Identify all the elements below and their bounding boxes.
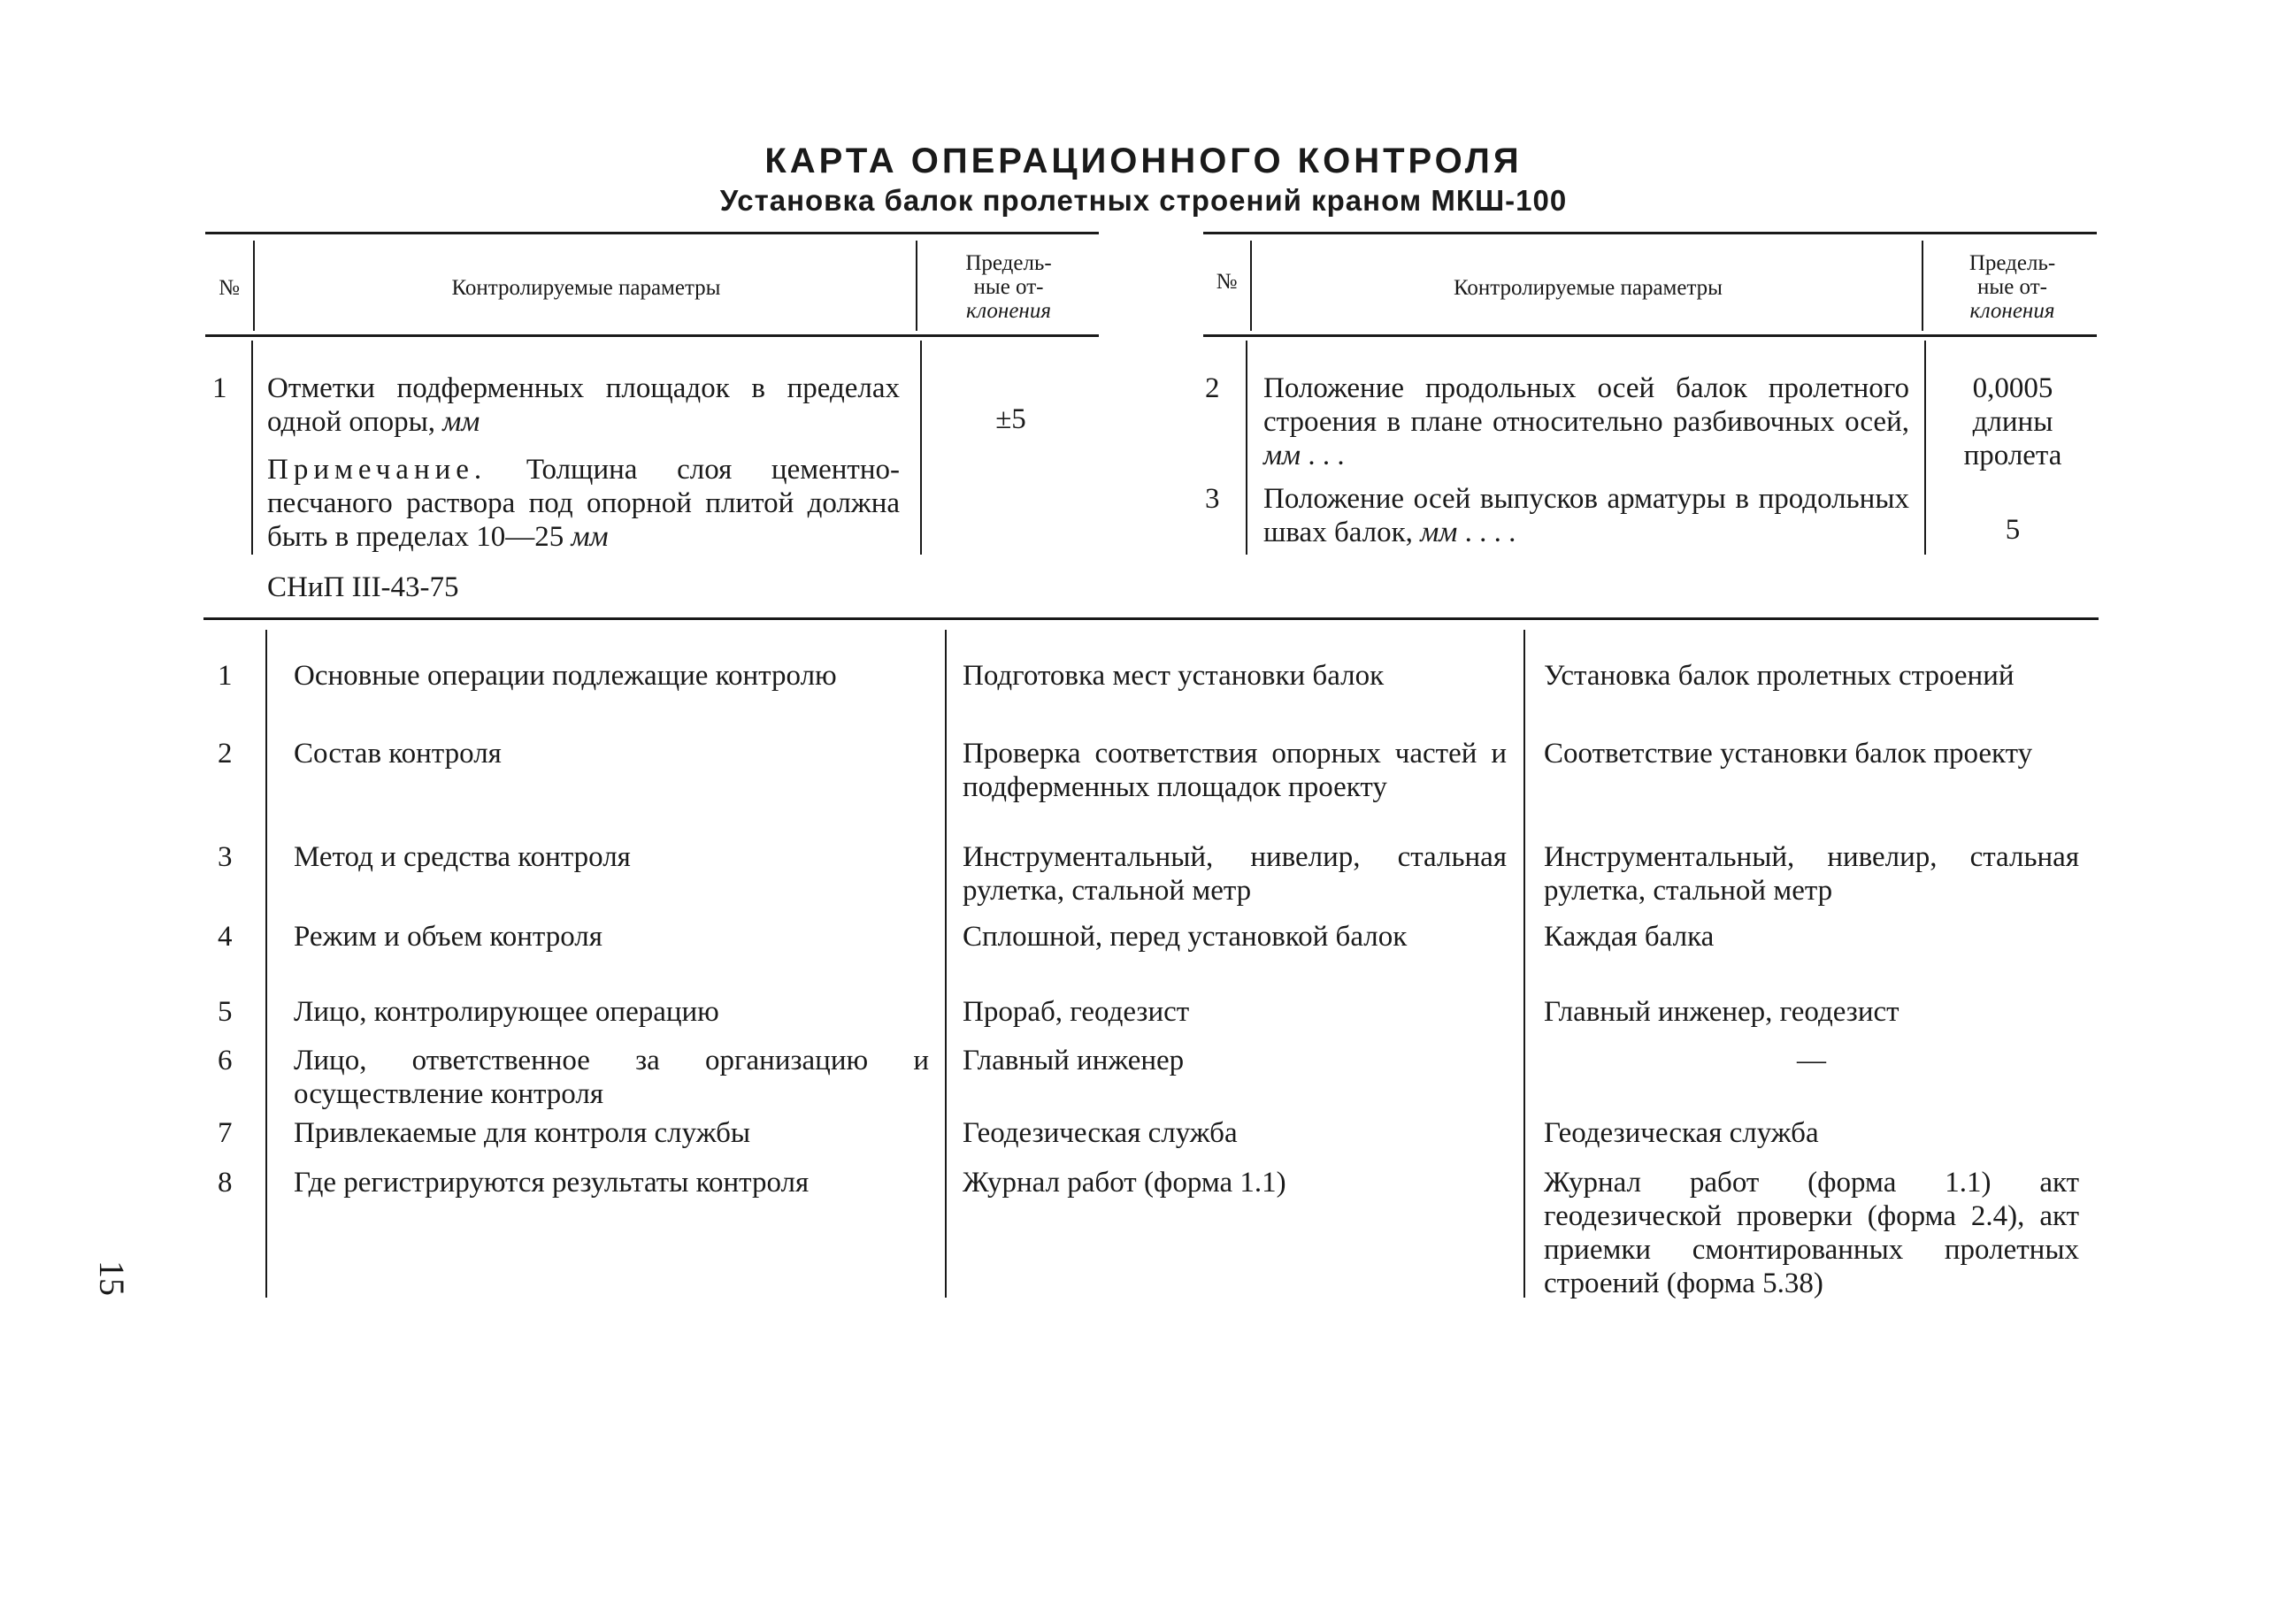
bottom-row7-num: 7	[218, 1117, 233, 1149]
bottom-divider-1	[265, 630, 267, 1298]
top-right-row3-unit: мм	[1420, 517, 1458, 548]
bottom-row4-col2: Сплошной, перед установкой балок	[963, 921, 1408, 953]
top-right-row2-param	[1263, 372, 1909, 472]
document-title: КАРТА ОПЕРАЦИОННОГО КОНТРОЛЯ	[764, 142, 1523, 180]
bottom-row7-label: Привлекаемые для контроля службы	[294, 1117, 751, 1149]
top-right-row3-num: 3	[1205, 483, 1220, 515]
bottom-row4-label: Режим и объем контроля	[294, 921, 602, 953]
top-left-body-divider-1	[251, 341, 253, 555]
bottom-row6-col2: Главный инженер	[963, 1045, 1185, 1076]
note-label: Примечание.	[267, 454, 487, 486]
top-left-row1-text: Отметки подферменных площадок в пределах одной опоры,	[267, 372, 900, 438]
bottom-row2-num: 2	[218, 738, 233, 770]
bottom-row8-col3: Журнал работ (форма 1.1) акт геодезической проверки (форма 2.4), акт приемки смонтированных пролетных строений (форма 5.38)	[1544, 1167, 2079, 1299]
top-right-row2-dots: . . .	[1308, 440, 1345, 471]
top-left-row1-param	[267, 372, 900, 439]
top-right-row3-text: Положение осей выпусков арматуры в продольных швах балок,	[1263, 483, 1909, 548]
top-right-row3-deviation: 5	[2005, 514, 2021, 546]
bottom-row5-col3: Главный инженер, геодезист	[1544, 996, 1899, 1028]
bottom-row3-label: Метод и средства контроля	[294, 841, 631, 873]
header-deviation-line2: ные от-	[1977, 275, 2047, 299]
header-deviation-line3: клонения	[966, 299, 1051, 323]
top-right-header-params: Контролируемые параметры	[1454, 276, 1723, 300]
bottom-row2-label: Состав контроля	[294, 738, 502, 770]
top-right-header-deviation	[1926, 251, 2099, 323]
top-right-row2-num: 2	[1205, 372, 1220, 404]
top-left-header-num: №	[219, 276, 240, 300]
note-unit: мм	[571, 521, 609, 553]
bottom-row1-label: Основные операции подлежащие контролю	[294, 660, 837, 692]
top-right-header-divider-2	[1922, 241, 1923, 331]
top-left-header-top-rule	[205, 232, 1099, 234]
bottom-row5-label: Лицо, контролирующее операцию	[294, 996, 719, 1028]
top-right-header-num: №	[1216, 270, 1238, 294]
bottom-row4-num: 4	[218, 921, 233, 953]
bottom-row8-col2: Журнал работ (форма 1.1)	[963, 1167, 1286, 1199]
bottom-row3-num: 3	[218, 841, 233, 873]
bottom-row3-col2: Инструментальный, нивелир, стальная рулетка, стальной метр	[963, 841, 1507, 907]
bottom-row5-num: 5	[218, 996, 233, 1028]
bottom-row1-col3: Установка балок пролетных строений	[1544, 660, 2015, 692]
top-right-body-divider-2	[1924, 341, 1926, 555]
norm-reference: СНиП III-43-75	[267, 571, 459, 603]
top-left-row1-unit: мм	[442, 406, 480, 438]
top-left-row1-note	[267, 453, 900, 554]
header-deviation-line1: Предель-	[965, 251, 1052, 275]
page-number: 15	[92, 1260, 132, 1296]
top-right-header-bottom-rule	[1203, 334, 2097, 337]
top-right-row2-deviation	[1929, 372, 2097, 472]
note-text: Толщина слоя цементно-песчаного раствора под опорной плитой должна быть в пределах 10—25	[267, 454, 900, 553]
header-deviation-line2: ные от-	[973, 275, 1044, 299]
row2-deviation-line3: пролета	[1963, 440, 2062, 471]
top-right-row2-text: Положение продольных осей балок пролетного строения в плане относительно разбивочных осей,	[1263, 372, 1909, 438]
top-right-row3-dots: . . . .	[1464, 517, 1516, 548]
document-subtitle: Установка балок пролетных строений краном МКШ-100	[719, 184, 1568, 217]
bottom-row3-col3: Инструментальный, нивелир, стальная рулетка, стальной метр	[1544, 841, 2079, 907]
top-left-row1-deviation: ±5	[995, 403, 1026, 435]
header-deviation-line1: Предель-	[1969, 251, 2056, 275]
bottom-table-top-rule	[203, 617, 2099, 620]
top-left-row1-num: 1	[212, 372, 227, 404]
bottom-row1-num: 1	[218, 660, 233, 692]
bottom-row4-col3: Каждая балка	[1544, 921, 1715, 953]
top-right-body-divider-1	[1246, 341, 1247, 555]
bottom-row6-num: 6	[218, 1045, 233, 1076]
top-left-body-divider-2	[920, 341, 922, 555]
top-right-row3-param	[1263, 482, 1909, 549]
row2-deviation-line1: 0,0005	[1972, 372, 2053, 404]
top-right-header-top-rule	[1203, 232, 2097, 234]
bottom-row8-label: Где регистрируются результаты контроля	[294, 1167, 810, 1199]
top-left-header-params: Контролируемые параметры	[451, 276, 721, 300]
bottom-row6-label: Лицо, ответственное за организацию и осуществление контроля	[294, 1045, 929, 1110]
top-left-header-divider-2	[916, 241, 917, 331]
top-left-header-bottom-rule	[205, 334, 1099, 337]
bottom-row7-col2: Геодезическая служба	[963, 1117, 1238, 1149]
bottom-row5-col2: Прораб, геодезист	[963, 996, 1190, 1028]
top-left-header-deviation	[920, 251, 1097, 323]
bottom-row8-num: 8	[218, 1167, 233, 1199]
bottom-divider-3	[1523, 630, 1525, 1298]
top-right-row2-unit: мм	[1263, 440, 1301, 471]
header-deviation-line3: клонения	[1969, 299, 2055, 323]
row2-deviation-line2: длины	[1972, 406, 2053, 438]
top-right-header-divider-1	[1250, 241, 1252, 331]
bottom-row2-col2: Проверка соответствия опорных частей и подферменных площадок проекту	[963, 738, 1507, 803]
bottom-row6-col3: —	[1797, 1045, 1826, 1076]
bottom-row7-col3: Геодезическая служба	[1544, 1117, 1819, 1149]
bottom-row1-col2: Подготовка мест установки балок	[963, 660, 1385, 692]
top-left-header-divider-1	[253, 241, 255, 331]
bottom-row2-col3: Соответствие установки балок проекту	[1544, 738, 2033, 770]
bottom-divider-2	[945, 630, 947, 1298]
